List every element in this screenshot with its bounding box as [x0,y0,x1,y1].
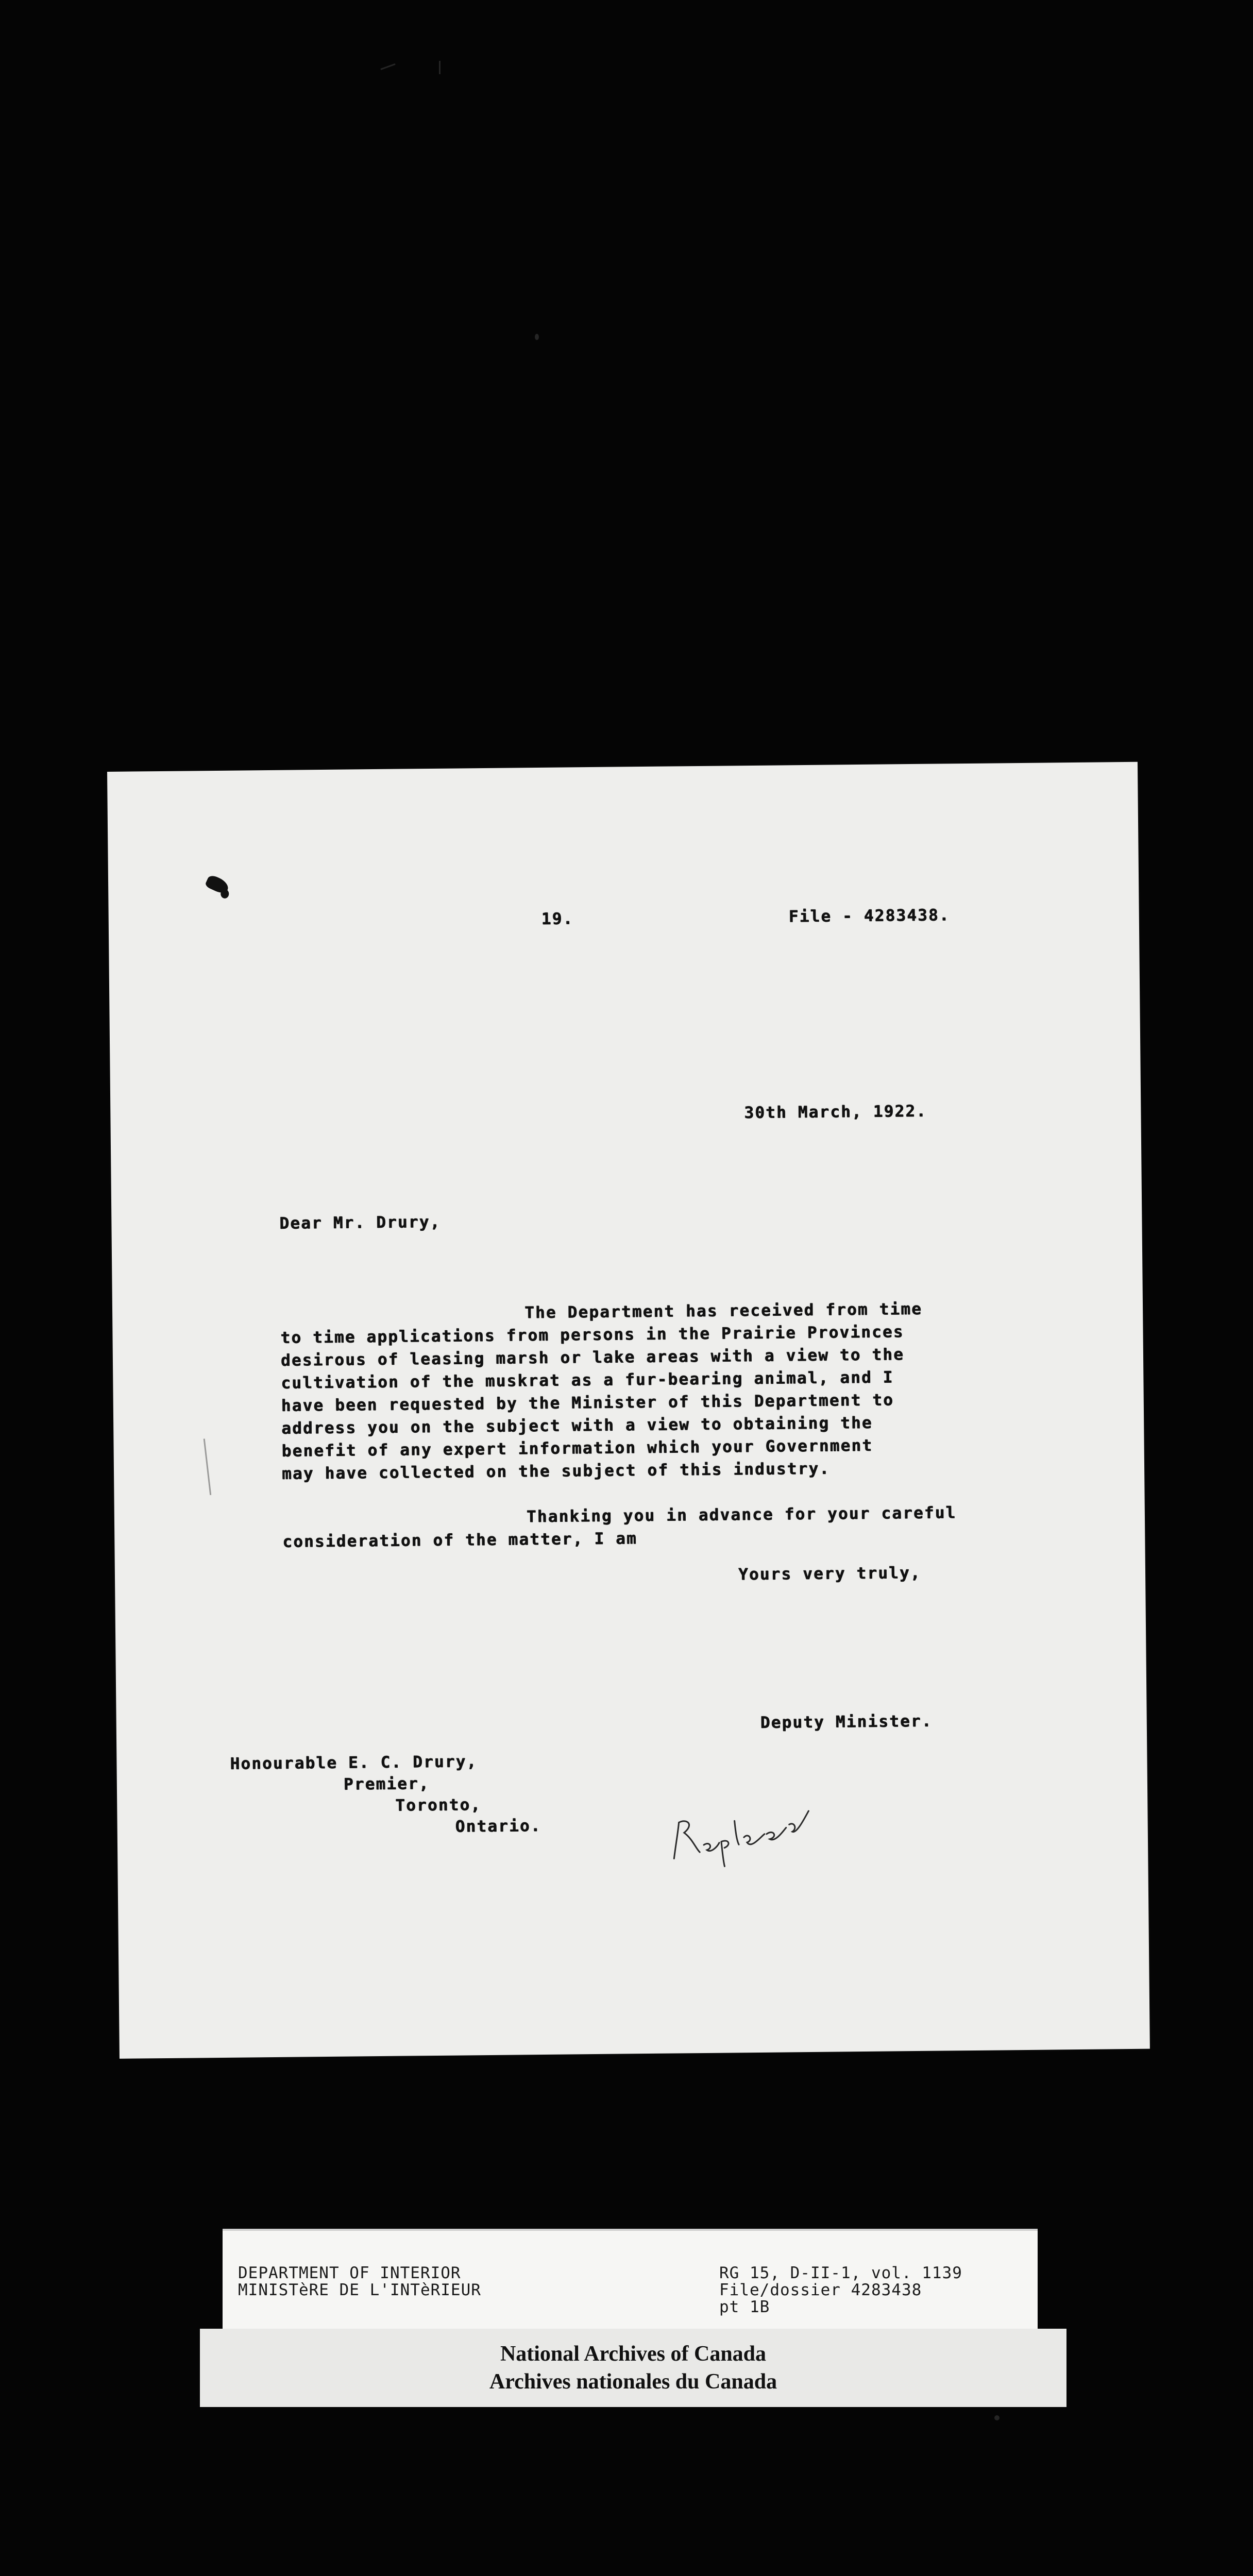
body-line: The Department has received from time [524,1299,923,1323]
page-number: 19. [541,909,574,928]
department-english: DEPARTMENT OF INTERIOR [238,2264,461,2282]
archive-name-banner [200,2329,1066,2407]
letter-page [107,762,1150,2059]
handwritten-replied-note [663,1790,818,1869]
address-line: Toronto, [395,1795,482,1815]
body-line: desirous of leasing marsh or lake areas with a view to the [280,1345,905,1370]
body-line: consideration of the matter, I am [282,1529,638,1551]
body-line: cultivation of the muskrat as a fur-bearing animal, and I [281,1368,894,1393]
body-line: benefit of any expert information which your Government [281,1436,873,1461]
pencil-mark [204,1438,212,1495]
archive-name-english: National Archives of Canada [500,2342,767,2366]
body-line: Thanking you in advance for your careful [526,1503,957,1527]
file-dossier-number: File/dossier 4283438 [719,2281,922,2299]
closing: Yours very truly, [738,1563,921,1584]
film-scratch [535,334,539,340]
film-scratch [380,63,395,70]
department-french: MINISTèRE DE L'INTèRIEUR [238,2281,481,2299]
film-scratch [439,61,441,74]
archive-reference-label [223,2229,1038,2329]
body-line: may have collected on the subject of this industry. [281,1459,831,1483]
record-group-reference: RG 15, D-II-1, vol. 1139 [719,2264,962,2282]
signature-title: Deputy Minister. [760,1711,933,1732]
body-line: address you on the subject with a view to obtaining the [281,1413,873,1438]
body-line: have been requested by the Minister of this Department to [281,1391,894,1415]
address-line: Honourable E. C. Drury, [230,1752,478,1773]
file-reference: File - 4283438. [788,906,950,926]
body-line: to time applications from persons in the Prairie Provinces [280,1323,904,1347]
letter-date: 30th March, 1922. [744,1101,927,1123]
film-scratch [994,2415,1000,2420]
address-line: Ontario. [455,1817,541,1836]
address-line: Premier, [343,1774,430,1794]
archive-name-french: Archives nationales du Canada [489,2370,777,2394]
salutation: Dear Mr. Drury, [279,1212,441,1233]
file-part: pt 1B [719,2298,770,2316]
ink-blot [221,889,229,899]
